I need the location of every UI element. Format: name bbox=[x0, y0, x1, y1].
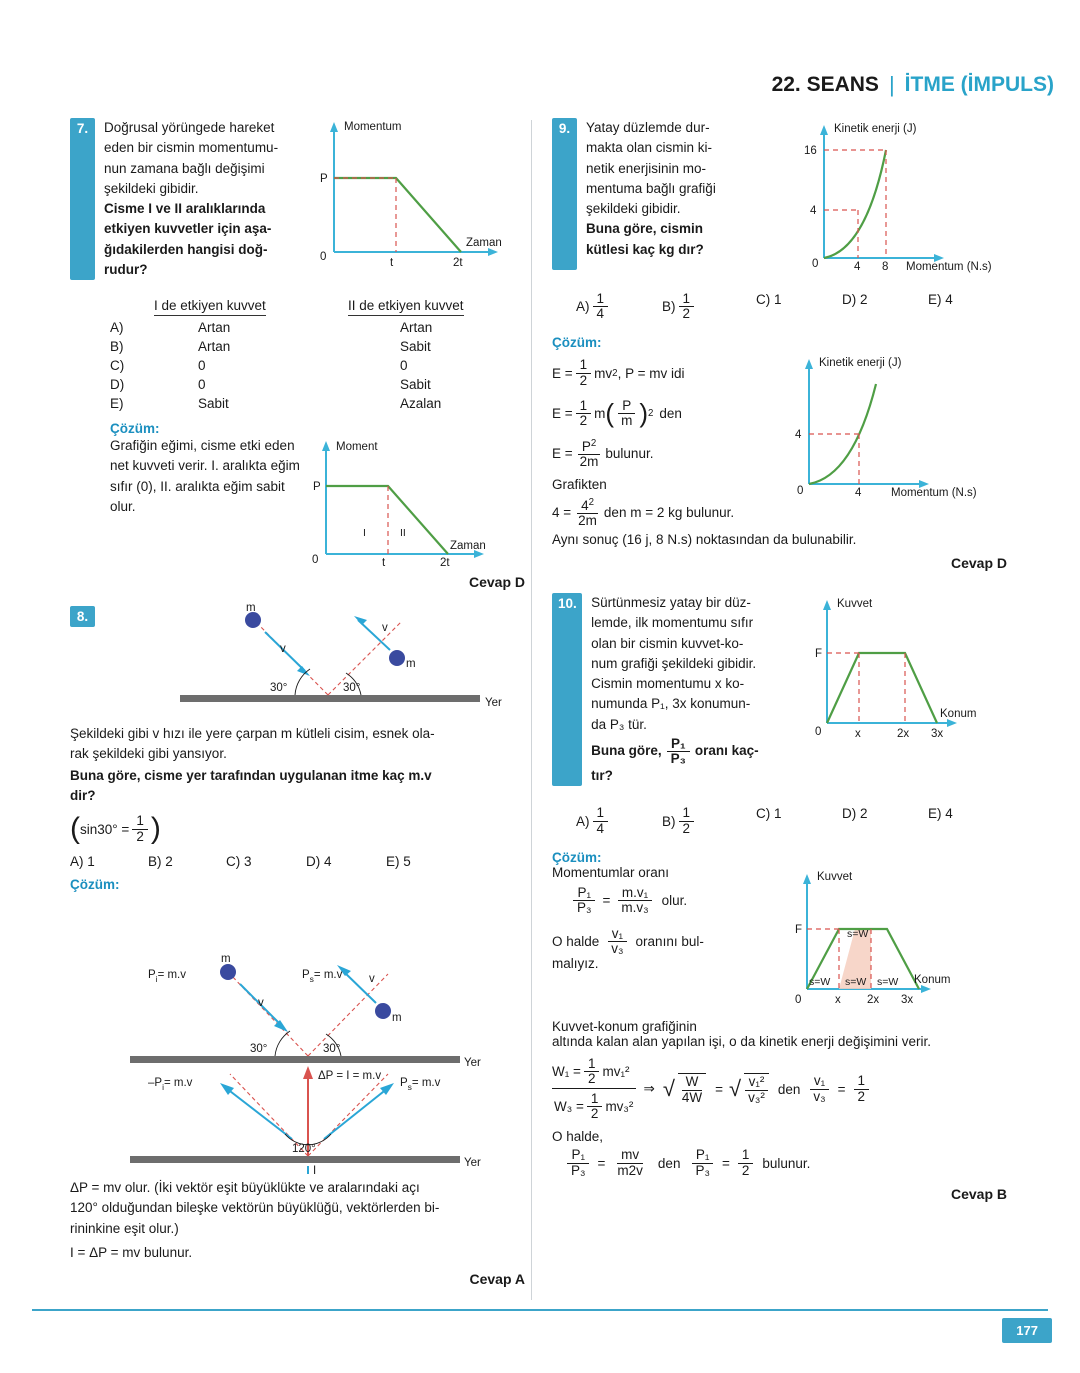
right-column bbox=[552, 118, 1007, 1202]
q7-sol-line-3: olur. bbox=[110, 498, 136, 514]
q10-solgraph-ytick: F bbox=[795, 923, 803, 936]
q9-line-2: netik enerjisinin mo- bbox=[586, 160, 707, 176]
question-7-number: 7. bbox=[70, 118, 95, 280]
q10-w3-lhs: W₃ = bbox=[554, 1099, 584, 1115]
q10-line-5: numunda P₁, 3x konumun- bbox=[591, 696, 751, 712]
q9-answer: Cevap D bbox=[950, 555, 1007, 572]
q9-solution-label: Çözüm: bbox=[552, 335, 602, 351]
q10-solgraph-xlabel: Konum bbox=[914, 973, 951, 986]
q10-opt-b-den: 2 bbox=[682, 820, 691, 836]
question-9: 9. Yatay düzlemde dur- makta olan cismin ki- netik enerjisinin mo- mentuma bağlı grafiği şekildeki gibidir. Buna göre, cismin kütlesi kaç kg dır? Kinetik enerji (J) Momentum (N.s) 16 4 0 4 8 A) $\frac{1}{4}$ B) $\frac{1}{2}$ C) 1 D) 2 E) 4 Çözüm: E = $\frac{1}{2}$ mv 2 , P = mv idi E = $\frac{1}{2}$ m ( $\frac{P}{m}$ ) 2 den E = $\frac{P^2}{2m}$ bulunur. Grafikten 4 = $\frac{4^2}{2m}$ den m = 2 kg bulunur. Kinetik enerji (J) Momentum (N.s) 4 0 4 Aynı sonuç (16 j, 8 N.s) noktasından da bulunabilir. Cevap D bbox=[552, 120, 1007, 572]
table-row[interactable] bbox=[110, 318, 464, 337]
q9-l1-a: E = bbox=[552, 365, 573, 381]
q9-l3-den: 2m bbox=[579, 453, 599, 469]
q10-line-4: Cismin momentumu x ko- bbox=[591, 676, 745, 692]
q9-l5-num: 4 bbox=[581, 497, 589, 513]
q9-graph-ytick-1: 4 bbox=[810, 205, 817, 217]
q8-mass-right-label: m bbox=[406, 658, 416, 670]
q10-opt-a-den: 4 bbox=[596, 820, 605, 836]
q10-eq3-f2d: 2 bbox=[857, 1088, 866, 1104]
q10-s-line3: Kuvvet-konum grafiğinin bbox=[552, 1018, 697, 1034]
q9-solgraph-ytick: 4 bbox=[795, 429, 802, 442]
q7-choices-table bbox=[110, 296, 464, 413]
q10-graph-xtick-2: 3x bbox=[931, 728, 944, 741]
q10-area-3: s=W bbox=[877, 975, 899, 988]
q9-l5-numsup: 2 bbox=[588, 496, 594, 508]
q10-eq1-tail: olur. bbox=[661, 892, 688, 908]
q9-opt-a-den: 4 bbox=[596, 306, 605, 322]
q7-row4-c1: Sabit bbox=[198, 396, 229, 411]
q7-sol-line-2: sıfır (0), II. aralıkta eğim sabit bbox=[110, 478, 285, 494]
q10-opt-e-value: 4 bbox=[945, 806, 953, 822]
q10-eq4-n1: P₁ bbox=[567, 1148, 589, 1163]
q9-l3-a: E = bbox=[552, 446, 573, 462]
q7-sol-line-1: net kuvveti verir. I. aralıkta eğim bbox=[110, 458, 300, 474]
q10-eq3-r2n: v₁² bbox=[745, 1075, 769, 1090]
q10-eq3-den: den bbox=[777, 1081, 801, 1097]
q10-w3-den: 2 bbox=[590, 1106, 599, 1122]
question-10-number: 10. bbox=[552, 593, 582, 786]
question-8-number: 8. bbox=[70, 606, 95, 627]
q7-answer: Cevap D bbox=[468, 574, 525, 590]
q9-l2-b: m bbox=[594, 405, 606, 421]
q10-graph-ytick: F bbox=[815, 648, 823, 661]
q9-l3-num: P bbox=[581, 438, 591, 454]
q8-angle-left: 30° bbox=[270, 682, 288, 694]
q9-opt-d-value: 2 bbox=[860, 292, 868, 307]
q7-row0-c1: Artan bbox=[198, 320, 231, 335]
q7-row3-c1: 0 bbox=[198, 377, 206, 392]
q7-bold-0: Cisme I ve II aralıklarında bbox=[104, 201, 266, 216]
q8-opt-e-label: E) bbox=[386, 854, 400, 869]
q9-l5-b: den m = 2 kg bulunur. bbox=[603, 505, 735, 521]
q8-line-0: Şekildeki gibi v hızı ile yere çarpan m kütleli cisim, esnek ola- bbox=[70, 726, 435, 741]
q7-row1-c2: Sabit bbox=[400, 339, 431, 354]
q8-sol-v-right: v bbox=[369, 973, 375, 985]
q8-answer: Cevap A bbox=[469, 1271, 525, 1287]
q8-sol-v-left: v bbox=[258, 997, 264, 1009]
q10-solgraph-xtick-2: 3x bbox=[901, 993, 914, 1006]
q9-l2-sup: 2 bbox=[648, 407, 654, 419]
q10-opt-e-label: E) bbox=[928, 806, 942, 822]
q8-given-num: 1 bbox=[132, 814, 148, 829]
q10-bold-suffix2: tır? bbox=[591, 768, 613, 784]
q10-opt-a-label: A) bbox=[576, 813, 590, 829]
q10-eq2-d: v₃ bbox=[611, 941, 624, 957]
q10-eq4-eq2: = bbox=[721, 1155, 730, 1171]
q10-opt-d-value: 2 bbox=[860, 806, 868, 822]
q10-solution-label: Çözüm: bbox=[552, 849, 602, 865]
q10-bold-frac-den: P₃ bbox=[670, 751, 686, 767]
q7-solgraph-xtick-0: t bbox=[382, 557, 386, 569]
q9-l1-c: , P = mv idi bbox=[617, 365, 685, 381]
q10-opt-d-label: D) bbox=[842, 806, 857, 822]
q7-graph-xtick-1: 2t bbox=[453, 257, 463, 269]
q7-row0-c2: Artan bbox=[400, 320, 433, 335]
q7-bold-1: etkiyen kuvvetler için aşa- bbox=[104, 221, 272, 237]
q8-sol-line-3: I = ΔP = mv bulunur. bbox=[70, 1244, 193, 1260]
q7-line-2: nun zamana bağlı değişimi bbox=[104, 160, 265, 176]
q9-opt-a-num: 1 bbox=[593, 292, 609, 307]
q10-eq4-n3: P₁ bbox=[692, 1148, 714, 1163]
q7-row4-label: E) bbox=[110, 396, 124, 411]
q9-l1-den: 2 bbox=[579, 372, 588, 388]
left-column bbox=[70, 118, 525, 1287]
q8-mass-left-label: m bbox=[246, 602, 256, 614]
q10-bold-prefix: Buna göre, bbox=[591, 743, 662, 759]
q9-l5-a: 4 = bbox=[552, 505, 572, 521]
q10-graph-ylabel: Kuvvet bbox=[837, 598, 873, 611]
q10-line-1: lemde, ilk momentumu sıfır bbox=[591, 615, 754, 631]
q7-graph-ylabel: Momentum bbox=[344, 121, 402, 133]
q9-l2-c: den bbox=[659, 405, 682, 421]
q9-l1-sup: 2 bbox=[612, 367, 618, 379]
q9-graph-origin: 0 bbox=[812, 258, 819, 270]
q10-eq3-r2d: v₃² bbox=[748, 1089, 765, 1105]
q9-note: Aynı sonuç (16 j, 8 N.s) noktasından da bulunabilir. bbox=[552, 532, 857, 548]
q7-solgraph-ytick: P bbox=[313, 481, 321, 493]
q9-graph-xtick-1: 8 bbox=[882, 261, 889, 273]
header-separator: | bbox=[888, 72, 895, 97]
q9-solgraph-origin: 0 bbox=[797, 485, 804, 498]
q9-l1-b: mv bbox=[594, 365, 613, 381]
q10-line-6: da P₃ tür. bbox=[591, 716, 647, 732]
q9-l5-den: 2m bbox=[578, 512, 597, 528]
q7-line-1: eden bir cismin momentumu- bbox=[104, 140, 279, 156]
q8-given: ( sin30° = $\frac{1}{2}$ ) bbox=[70, 812, 161, 845]
q10-graph-origin: 0 bbox=[815, 726, 822, 739]
q10-eq4-n4: 1 bbox=[738, 1148, 754, 1163]
q8-given-text: sin30° = bbox=[80, 821, 130, 837]
q10-eq3-eq: = bbox=[715, 1081, 724, 1097]
q8-sol-m-right: m bbox=[392, 1012, 402, 1024]
topic-title: İTME (İMPULS) bbox=[904, 73, 1054, 96]
q10-area-0: s=W bbox=[847, 927, 869, 940]
q10-opt-c-value: 1 bbox=[774, 806, 782, 822]
q7-solgraph-xtick-1: 2t bbox=[440, 557, 450, 569]
q7-line-0: Doğrusal yörüngede hareket bbox=[104, 120, 275, 135]
q8-sol-line-0: ΔP = mv olur. (İki vektör eşit büyüklükte ve aralarındaki açı bbox=[70, 1180, 420, 1195]
q8-sol-line-2: rininkine eşit olur.) bbox=[70, 1220, 179, 1236]
q8-sol-pi: $P_i= m.v$ bbox=[148, 969, 186, 984]
question-9-number: 9. bbox=[552, 118, 577, 270]
q10-graph-xlabel: Konum bbox=[940, 708, 977, 721]
q9-l2-den: 2 bbox=[579, 412, 588, 428]
q9-solgraph-xtick: 4 bbox=[855, 487, 862, 500]
q7-solution-graph bbox=[308, 436, 508, 569]
q7-graph-ytick: P bbox=[320, 173, 328, 185]
q7-bold-3: rudur? bbox=[104, 261, 148, 277]
q10-eq3-f1n: v₁ bbox=[810, 1074, 829, 1089]
q10-eq3-f2eq: = bbox=[837, 1081, 846, 1097]
q9-solgraph-xlabel: Momentum (N.s) bbox=[891, 487, 977, 500]
q10-area-1: s=W bbox=[809, 975, 831, 988]
q8-v-right-label: v bbox=[382, 622, 388, 634]
q7-col1-header: I de etkiyen kuvvet bbox=[154, 298, 266, 316]
q7-row3-c2: Sabit bbox=[400, 377, 431, 392]
q8-sol-line-1: 120° olduğundan bileşke vektörün büyüklüğü, vektörlerden bi- bbox=[70, 1200, 440, 1216]
q10-eq4-n2: mv bbox=[617, 1148, 643, 1163]
q9-l2-num: 1 bbox=[576, 399, 592, 414]
q8-sol-impulse: I bbox=[313, 1165, 317, 1177]
table-row[interactable] bbox=[110, 375, 464, 394]
q8-bold-1: dir? bbox=[70, 787, 96, 803]
q7-row1-label: B) bbox=[110, 339, 124, 354]
q8-sol-angle-right: 30° bbox=[323, 1043, 341, 1055]
q10-area-2: s=W bbox=[845, 975, 867, 988]
q9-l3-b: bulunur. bbox=[605, 446, 654, 462]
q7-row3-label: D) bbox=[110, 377, 125, 392]
q9-l2-pd: m bbox=[621, 412, 633, 428]
q10-opt-b-label: B) bbox=[662, 813, 676, 829]
q8-opt-a-value: 1 bbox=[87, 854, 95, 869]
q8-ground-label: Yer bbox=[485, 697, 502, 709]
q9-graph-xtick-0: 4 bbox=[854, 261, 861, 273]
table-row[interactable] bbox=[110, 394, 464, 413]
q8-sol-deltaP: ΔP = I = m.v bbox=[318, 1070, 382, 1082]
q8-opt-a-label: A) bbox=[70, 854, 84, 869]
q9-line-3: mentuma bağlı grafiği bbox=[586, 180, 716, 196]
q9-graph-ylabel: Kinetik enerji (J) bbox=[834, 123, 917, 135]
q10-line-2: olan bir cismin kuvvet-ko- bbox=[591, 635, 744, 651]
q7-row0-label: A) bbox=[110, 320, 124, 335]
q7-bold-2: ğıdakilerden hangisi doğ- bbox=[104, 241, 268, 257]
q9-graph-xlabel: Momentum (N.s) bbox=[906, 261, 992, 273]
q10-eq3-arrow: ⇒ bbox=[643, 1081, 655, 1097]
q9-opt-b-num: 1 bbox=[679, 292, 695, 307]
q10-w1-lhs: W₁ = bbox=[552, 1063, 581, 1079]
q8-opt-d-value: 4 bbox=[324, 854, 332, 869]
q8-sol-angle-left: 30° bbox=[250, 1043, 268, 1055]
q9-bold-1: kütlesi kaç kg dır? bbox=[586, 241, 704, 257]
q8-sol-ground1: Yer bbox=[464, 1057, 481, 1069]
q7-sol-line-0: Grafiğin eğimi, cisme etki eden bbox=[110, 438, 295, 453]
q7-region-1: I bbox=[363, 527, 366, 539]
q8-bold-0: Buna göre, cisme yer tarafından uygulanan itme kaç m.v bbox=[70, 767, 432, 783]
q7-line-3: şekildeki gibidir. bbox=[104, 180, 199, 196]
q10-line-0: Sürtünmesiz yatay bir düz- bbox=[591, 595, 751, 611]
q8-angle-right: 30° bbox=[343, 682, 361, 694]
q10-graph-xtick-1: 2x bbox=[897, 728, 910, 741]
q10-eq4-d2: m2v bbox=[617, 1162, 643, 1178]
footer-rule bbox=[32, 1309, 1048, 1311]
q10-w3-tail: mv₃² bbox=[605, 1099, 634, 1115]
q8-figure bbox=[160, 603, 525, 718]
q8-sol-ps: $P_s= m.v$ bbox=[302, 969, 343, 984]
question-7 bbox=[70, 118, 525, 590]
q9-l4: Grafikten bbox=[552, 476, 607, 492]
q10-eq4-d3: P₃ bbox=[695, 1162, 710, 1178]
question-10: 10. Sürtünmesiz yatay bir düz- lemde, ilk momentumu sıfır olan bir cismin kuvvet-ko- num grafiği şekildeki gibidir. Cismin momentumu x ko- numunda P₁, 3x konumun- da P₃ tür. Buna göre, $\frac{\text{P₁}}{\text{P₃}}$ oranı kaç- tır? Kuvvet Konum F 0 x 2x 3x A) $\frac{1}{4}$ B) $\frac{1}{2}$ C) 1 D) 2 E) 4 Çözüm: Momentumlar oranı $\frac{\text{P₁}}{\text{P₃}}$ = $\frac{\text{m.v₁}}{\text{m.v₃}}$ olur. O halde $\frac{\text{v₁}}{\text{v₃}}$ oranını bul- malıyız. Kuvvet Konum F 0 x 2x 3x s=W s=W s=W s=W Kuvvet-konum grafiğinin altında kalan alan yapılan işi, o da kinetik enerji değişimini verir. W₁ = $\frac{1}{2}$ mv₁² W₃ = $\frac{1}{2}$ mv₃² ⇒ √ $\frac{W}{4W}$ = √ $\frac{\text{v₁²}}{\text{v₃²}}$ den $\frac{\text{v₁}}{\text{v₃}}$ = $\frac{1}{2}$ O halde, $\frac{\text{P₁}}{\text{P₃}}$ = $\frac{mv}{m2v}$ den $\frac{\text{P₁}}{\text{P₃}}$ = $\frac{1}{2}$ bulunur. Cevap B bbox=[552, 595, 1007, 1202]
q9-line-0: Yatay düzlemde dur- bbox=[586, 120, 710, 135]
q10-w1-den: 2 bbox=[587, 1070, 596, 1086]
q8-opt-c-value: 3 bbox=[244, 854, 252, 869]
q8-opt-b-label: B) bbox=[148, 854, 162, 869]
q7-solgraph-xlabel: Zaman bbox=[450, 540, 486, 552]
q7-row2-label: C) bbox=[110, 358, 125, 373]
q8-opt-c-label: C) bbox=[226, 854, 241, 869]
q10-eq4-d4: 2 bbox=[741, 1162, 750, 1178]
q9-solgraph-ylabel: Kinetik enerji (J) bbox=[819, 357, 902, 370]
q10-eq4-eq1: = bbox=[597, 1155, 606, 1171]
q10-eq4-d1: P₃ bbox=[571, 1162, 586, 1178]
q10-graph bbox=[797, 595, 1007, 786]
column-divider bbox=[531, 120, 532, 1300]
question-8 bbox=[70, 602, 525, 1287]
q10-eq3-r1n: W bbox=[682, 1075, 703, 1090]
table-row[interactable] bbox=[110, 356, 464, 375]
q9-l3-numsup: 2 bbox=[590, 437, 597, 449]
q10-eq4-tail: bulunur. bbox=[762, 1155, 811, 1171]
q10-eq1-n2: m.v₁ bbox=[618, 886, 652, 901]
q10-s-line4: altında kalan alan yapılan işi, o da kinetik enerji değişimini verir. bbox=[552, 1033, 931, 1049]
q8-sol-angle-bottom: 120° bbox=[292, 1143, 316, 1155]
q9-line-1: makta olan cismin ki- bbox=[586, 140, 713, 156]
q10-answer: Cevap B bbox=[950, 1185, 1007, 1202]
q10-bold-suffix: oranı kaç- bbox=[694, 743, 759, 759]
q7-region-2: II bbox=[400, 527, 406, 539]
q7-row4-c2: Azalan bbox=[400, 396, 442, 411]
q10-s-line2c: malıyız. bbox=[552, 956, 599, 972]
q9-opt-c-label: C) bbox=[756, 292, 771, 307]
q9-opt-d-label: D) bbox=[842, 292, 857, 307]
table-row[interactable] bbox=[110, 337, 464, 356]
q7-solgraph-origin: 0 bbox=[312, 554, 319, 566]
q8-opt-d-label: D) bbox=[306, 854, 321, 869]
q9-opt-c-value: 1 bbox=[774, 292, 782, 307]
q10-s-line5: O halde, bbox=[552, 1129, 604, 1145]
q7-graph-xtick-0: t bbox=[390, 257, 394, 269]
q10-solution-graph bbox=[771, 867, 986, 1017]
q10-s-line2a: O halde bbox=[552, 934, 600, 950]
q10-solgraph-ylabel: Kuvvet bbox=[817, 870, 853, 883]
q10-solgraph-xtick-1: 2x bbox=[867, 993, 880, 1006]
q10-bold-frac-num: P₁ bbox=[667, 737, 690, 752]
q8-sol-m-top: m bbox=[221, 953, 231, 965]
q10-solgraph-xtick-0: x bbox=[835, 993, 841, 1006]
q9-opt-b-den: 2 bbox=[682, 306, 691, 322]
q10-eq1-d2: m.v₃ bbox=[621, 899, 649, 915]
q8-v-left-label: v bbox=[280, 643, 286, 655]
q7-solgraph-ylabel: Moment bbox=[336, 441, 378, 453]
q10-eq1-n1: P₁ bbox=[573, 886, 595, 901]
q9-graph-ytick-0: 16 bbox=[804, 145, 817, 157]
page-number: 177 bbox=[1002, 1318, 1052, 1343]
q7-graph-origin: 0 bbox=[320, 251, 327, 263]
q7-row1-c1: Artan bbox=[198, 339, 231, 354]
q10-opt-a-num: 1 bbox=[593, 806, 609, 821]
q10-s-line2b: oranını bul- bbox=[635, 934, 704, 950]
q9-l2-a: E = bbox=[552, 405, 573, 421]
q8-solution-label: Çözüm: bbox=[70, 877, 120, 892]
q10-opt-b-num: 1 bbox=[679, 806, 695, 821]
q8-opt-b-value: 2 bbox=[165, 854, 173, 869]
q10-eq3-f2n: 1 bbox=[854, 1074, 870, 1089]
q8-opt-e-value: 5 bbox=[403, 854, 411, 869]
q9-opt-e-label: E) bbox=[928, 292, 942, 307]
q8-line-1: rak şekildeki gibi yansıyor. bbox=[70, 746, 227, 762]
q10-opt-c-label: C) bbox=[756, 806, 771, 822]
q8-sol-negpi: $-P_i= m.v$ bbox=[148, 1077, 193, 1092]
q10-solgraph-origin: 0 bbox=[795, 993, 802, 1006]
q10-graph-xtick-0: x bbox=[855, 728, 861, 741]
q7-row2-c2: 0 bbox=[400, 358, 408, 373]
q7-row2-c1: 0 bbox=[198, 358, 206, 373]
q8-sol-ground2: Yer bbox=[464, 1157, 481, 1169]
q7-solution-label: Çözüm: bbox=[110, 421, 160, 436]
q10-line-3: num grafiği şekildeki gibidir. bbox=[591, 655, 757, 671]
q9-opt-b-label: B) bbox=[662, 299, 676, 315]
q9-l1-num: 1 bbox=[576, 358, 592, 373]
page-header bbox=[772, 72, 1054, 98]
q10-eq1-eq: = bbox=[602, 892, 611, 908]
q10-eq4-den: den bbox=[657, 1155, 681, 1171]
q8-given-den: 2 bbox=[136, 828, 144, 844]
q10-eq3-f1d: v₃ bbox=[813, 1088, 826, 1104]
q10-eq1-d1: P₃ bbox=[577, 899, 592, 915]
q9-bold-0: Buna göre, cismin bbox=[586, 221, 704, 237]
q10-w1-tail: mv₁² bbox=[602, 1063, 630, 1079]
q7-graph-xlabel: Zaman bbox=[466, 237, 502, 249]
q9-opt-e-value: 4 bbox=[945, 292, 953, 307]
q9-l2-pn: P bbox=[618, 399, 635, 414]
q8-sol-ps2: $P_s= m.v$ bbox=[400, 1077, 441, 1092]
q10-s-line1: Momentumlar oranı bbox=[552, 864, 670, 880]
q10-eq2-n: v₁ bbox=[608, 927, 627, 942]
q10-w3-num: 1 bbox=[587, 1092, 603, 1107]
q7-col2-header: II de etkiyen kuvvet bbox=[348, 298, 464, 316]
q10-w1-num: 1 bbox=[584, 1057, 600, 1072]
q9-opt-a-label: A) bbox=[576, 299, 590, 315]
q9-solution-graph bbox=[771, 354, 991, 528]
q10-eq3-r1d: 4W bbox=[681, 1089, 703, 1105]
q9-line-4: şekildeki gibidir. bbox=[586, 201, 681, 216]
q8-solution-figure bbox=[70, 874, 525, 1177]
session-title: 22. SEANS bbox=[771, 73, 879, 96]
q7-graph bbox=[316, 120, 516, 280]
q9-graph bbox=[786, 120, 1001, 273]
